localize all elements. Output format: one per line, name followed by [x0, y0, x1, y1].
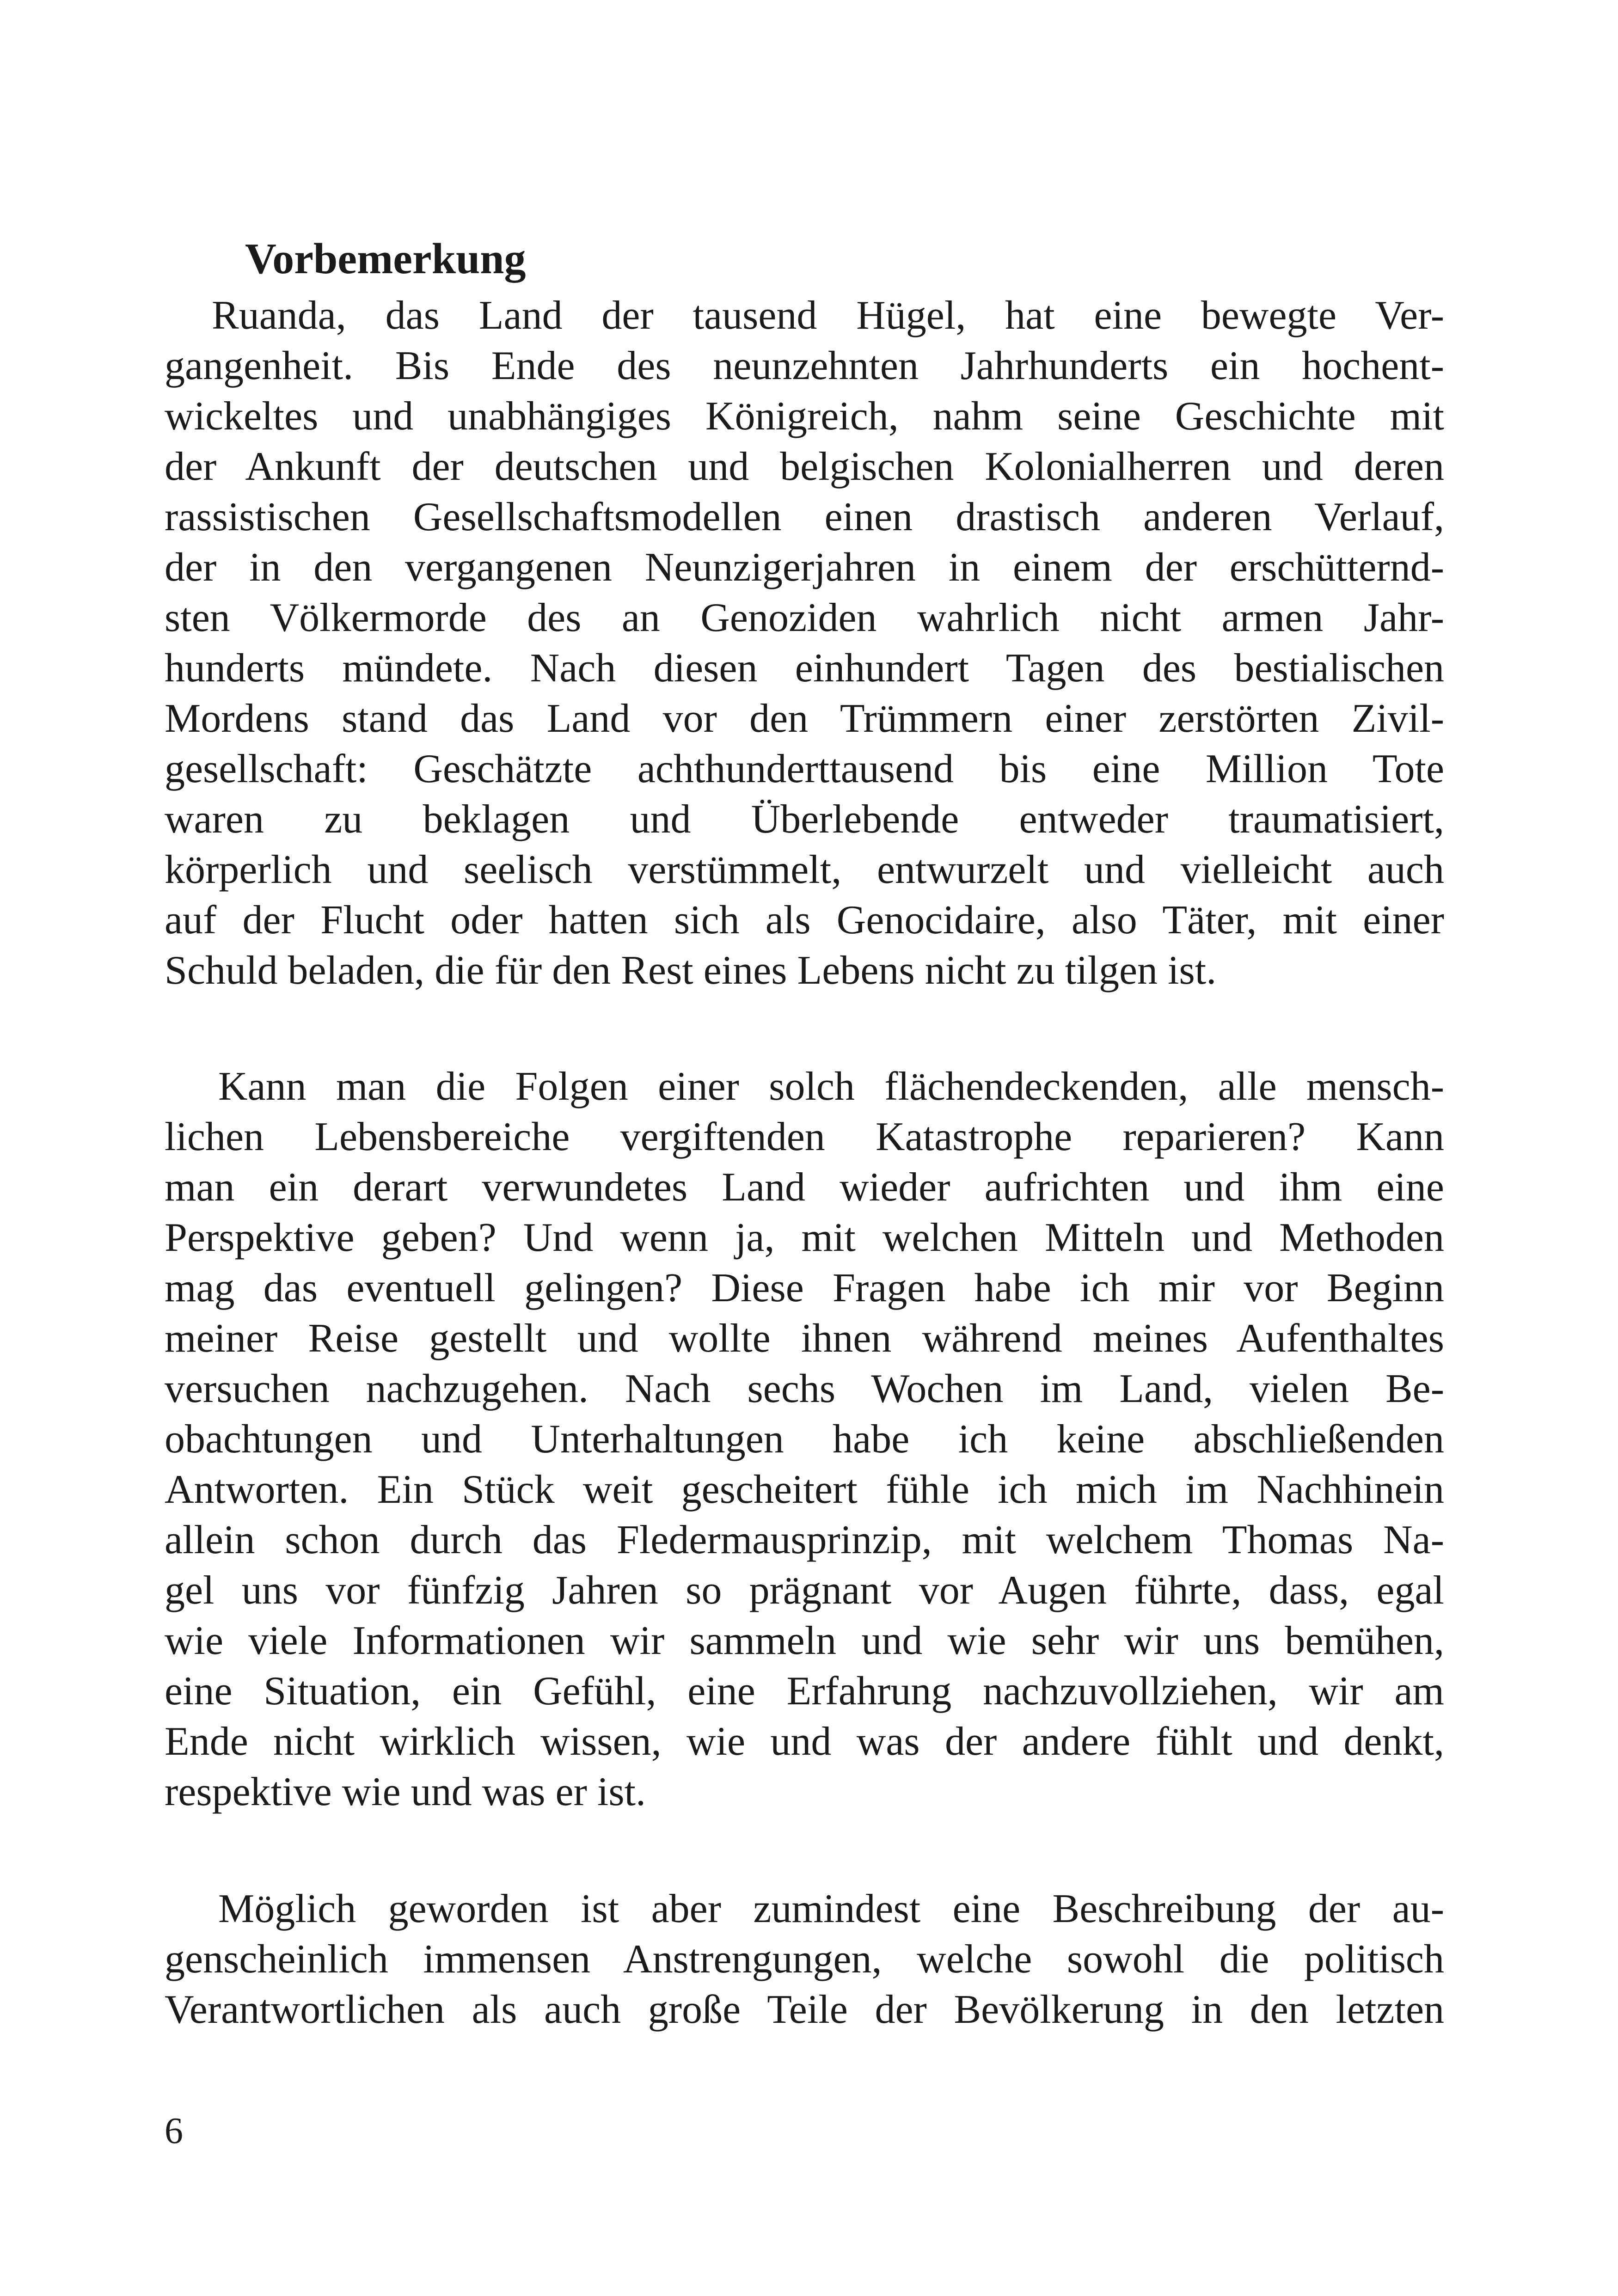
paragraph-2	[165, 1061, 1444, 1817]
text-line: lichen Lebensbereiche vergiftenden Katastrophe reparieren? Kann	[165, 1114, 1444, 1159]
text-line: Kann man die Folgen einer solch flächendeckenden, alle mensch-	[218, 1064, 1444, 1109]
text-line: Schuld beladen, die für den Rest eines Lebens nicht zu tilgen ist.	[165, 948, 1217, 993]
text-line: auf der Flucht oder hatten sich als Genocidaire, also Täter, mit einer	[165, 898, 1444, 943]
text-line: Antworten. Ein Stück weit gescheitert fühle ich mich im Nachhinein	[165, 1467, 1444, 1512]
text-line: gangenheit. Bis Ende des neunzehnten Jahrhunderts ein hochent-	[165, 343, 1444, 388]
text-line: eine Situation, ein Gefühl, eine Erfahrung nachzuvollziehen, wir am	[165, 1669, 1444, 1714]
text-line: Ende nicht wirklich wissen, wie und was der andere fühlt und denkt,	[165, 1719, 1444, 1764]
text-line: respektive wie und was er ist.	[165, 1769, 646, 1814]
text-line: Möglich geworden ist aber zumindest eine Beschreibung der au-	[218, 1886, 1444, 1931]
text-line: meiner Reise gestellt und wollte ihnen während meines Aufenthaltes	[165, 1316, 1444, 1361]
paragraph-3	[165, 1884, 1444, 2035]
text-line: gesellschaft: Geschätzte achthunderttausend bis eine Million Tote	[165, 747, 1444, 791]
text-line: man ein derart verwundetes Land wieder aufrichten und ihm eine	[165, 1165, 1444, 1210]
text-line: wie viele Informationen wir sammeln und wie sehr wir uns bemühen,	[165, 1618, 1444, 1663]
text-line: Mordens stand das Land vor den Trümmern einer zerstörten Zivil-	[165, 696, 1444, 741]
text-line: der Ankunft der deutschen und belgischen Kolonialherren und deren	[165, 444, 1444, 489]
text-line: sten Völkermorde des an Genoziden wahrlich nicht armen Jahr-	[165, 595, 1444, 640]
text-line: allein schon durch das Fledermausprinzip, mit welchem Thomas Na-	[165, 1518, 1444, 1562]
text-line: Perspektive geben? Und wenn ja, mit welchen Mitteln und Methoden	[165, 1215, 1444, 1260]
text-line: gel uns vor fünfzig Jahren so prägnant vor Augen führte, dass, egal	[165, 1568, 1444, 1613]
page-number: 6	[165, 2111, 183, 2151]
text-line: Ruanda, das Land der tausend Hügel, hat eine bewegte Ver-	[212, 293, 1444, 338]
text-line: mag das eventuell gelingen? Diese Fragen habe ich mir vor Beginn	[165, 1266, 1444, 1310]
section-heading: Vorbemerkung	[245, 235, 526, 283]
text-line: Verantwortlichen als auch große Teile der Bevölkerung in den letzten	[165, 1987, 1444, 2032]
text-line: genscheinlich immensen Anstrengungen, welche sowohl die politisch	[165, 1937, 1444, 1982]
text-line: versuchen nachzugehen. Nach sechs Wochen im Land, vielen Be-	[165, 1366, 1444, 1411]
text-line: waren zu beklagen und Überlebende entweder traumatisiert,	[165, 797, 1444, 842]
paragraph-1	[165, 290, 1444, 996]
text-line: hunderts mündete. Nach diesen einhundert Tagen des bestialischen	[165, 646, 1444, 691]
text-line: körperlich und seelisch verstümmelt, entwurzelt und vielleicht auch	[165, 847, 1444, 892]
text-line: wickeltes und unabhängiges Königreich, nahm seine Geschichte mit	[165, 394, 1444, 439]
text-line: obachtungen und Unterhaltungen habe ich keine abschließenden	[165, 1417, 1444, 1462]
text-line: rassistischen Gesellschaftsmodellen einen drastisch anderen Verlauf,	[165, 495, 1444, 539]
text-line: der in den vergangenen Neunzigerjahren in einem der erschütternd-	[165, 545, 1444, 590]
